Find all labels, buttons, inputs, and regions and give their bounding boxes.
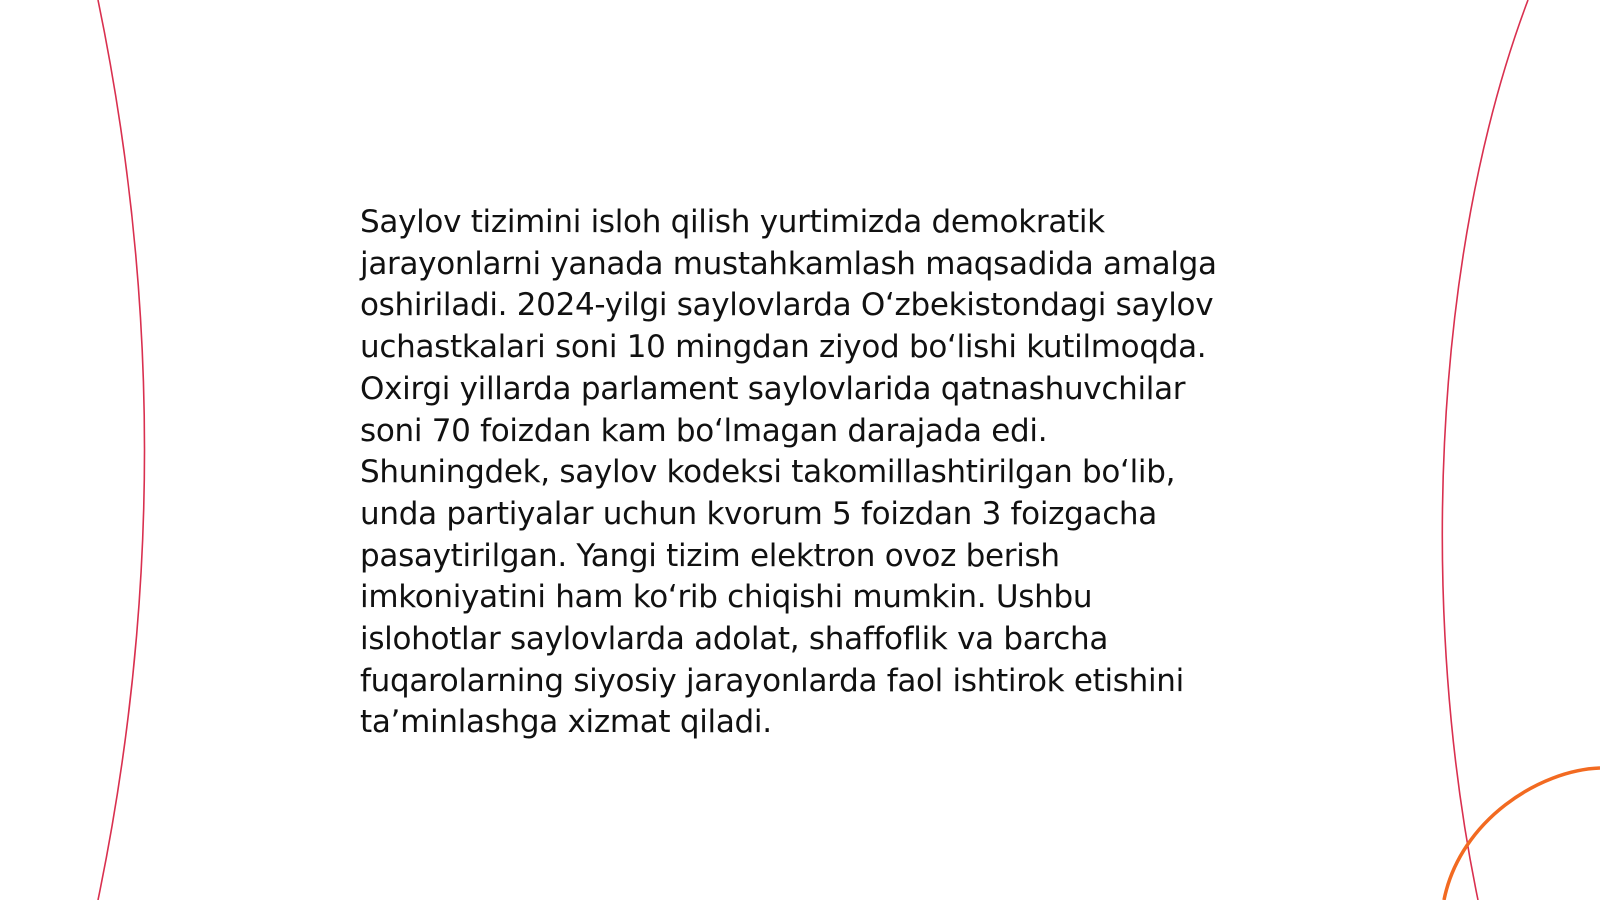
right-arc-line bbox=[1442, 0, 1528, 900]
orange-accent-arc bbox=[1444, 768, 1600, 900]
body-paragraph: Saylov tizimini isloh qilish yurtimizda demokratik jarayonlarni yanada mustahkamlash maqsadida amalga oshiriladi. 2024-yilgi saylovlarda O‘zbekistondagi saylov uchastkalari soni 10 mingdan ziyod bo‘lishi kutilmoqda. Oxirgi yillarda parlament saylovlarida qatnashuvchilar soni 70 foizdan kam bo‘lmagan darajada edi. Shuningdek, saylov kodeksi takomillashtirilgan bo‘lib, unda partiyalar uchun kvorum 5 foizdan 3 foizgacha pasaytirilgan. Yangi tizim elektron ovoz berish imkoniyatini ham ko‘rib chiqishi mumkin. Ushbu islohotlar saylovlarda adolat, shaffoflik va barcha fuqarolarning siyosiy jarayonlarda faol ishtirok etishini ta’minlashga xizmat qiladi. bbox=[360, 204, 1217, 741]
left-arc-line bbox=[98, 0, 145, 900]
